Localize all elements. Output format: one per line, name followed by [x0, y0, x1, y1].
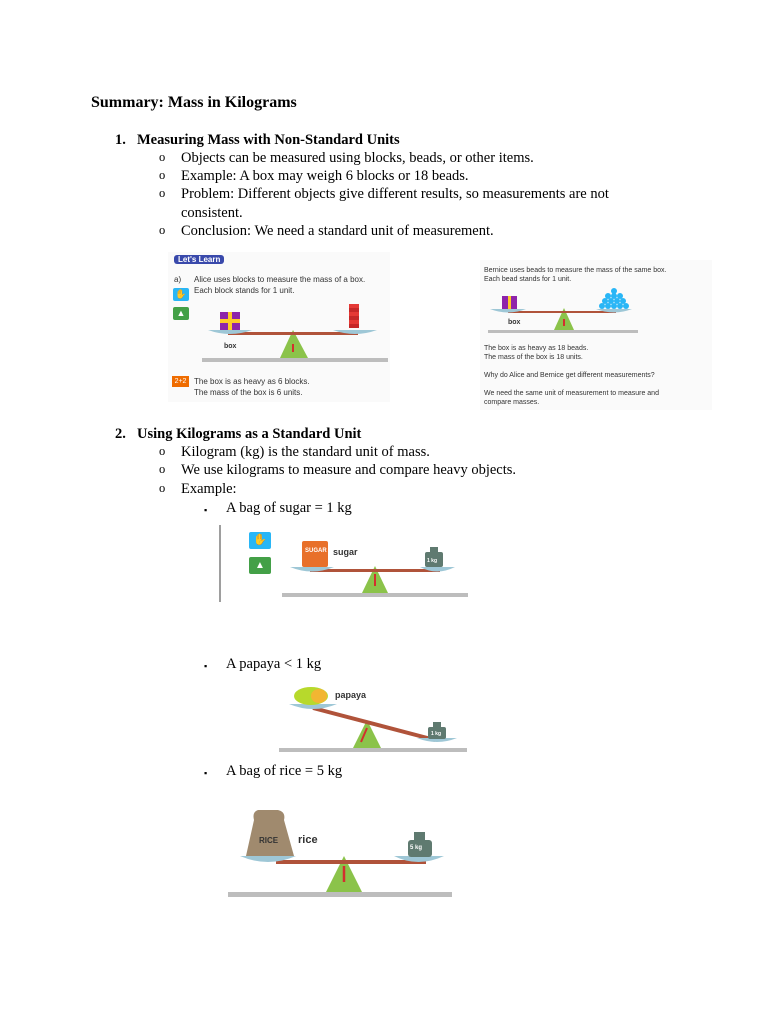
list-item: o Problem: Different objects give different results, so measurements are not — [159, 186, 609, 202]
scale-base — [202, 358, 388, 362]
bernice-text-2: Each bead stands for 1 unit. — [484, 276, 572, 283]
sub-list-item: ▪ A bag of sugar = 1 kg — [226, 500, 352, 517]
list-item: o We use kilograms to measure and compare heavy objects. — [159, 462, 517, 478]
list-item-continuation: consistent. — [181, 205, 243, 221]
part-label: a) — [174, 275, 182, 284]
lets-learn-badge: Let's Learn — [174, 255, 224, 264]
balance-scale-beads — [486, 288, 641, 336]
bernice-text-1: Bernice uses beads to measure the mass of the same box. — [484, 267, 667, 274]
list-item: o Kilogram (kg) is the standard unit of mass. — [159, 444, 430, 460]
section-1-number: 1. — [115, 132, 126, 148]
square-bullet: ▪ — [204, 505, 208, 515]
alice-text-2: Each block stands for 1 unit. — [194, 286, 295, 295]
page-title: Summary: Mass in Kilograms — [91, 94, 297, 111]
scale-base — [282, 593, 468, 597]
scale-beam — [310, 569, 440, 572]
bernice-result-1: The box is as heavy as 18 beads. — [484, 345, 589, 352]
section-2-number: 2. — [115, 426, 126, 442]
answer-text-1: We need the same unit of measurement to measure and — [484, 390, 659, 397]
rice-bag-text: RICE — [259, 836, 279, 845]
balance-scale-blocks — [198, 302, 388, 364]
beads-pile-icon — [599, 288, 629, 309]
scale-base — [279, 748, 467, 752]
alice-result-1: The box is as heavy as 6 blocks. — [194, 377, 310, 386]
scale-base — [488, 330, 638, 333]
rice-label: rice — [298, 834, 318, 846]
balance-scale-papaya — [277, 682, 471, 754]
sugar-bag-text: SUGAR — [305, 548, 327, 554]
alice-result-2: The mass of the box is 6 units. — [194, 388, 303, 397]
stacked-blocks-icon — [349, 304, 359, 328]
figure-alice-blocks — [168, 252, 390, 402]
section-2-title: Using Kilograms as a Standard Unit — [137, 426, 362, 442]
sub-list-item: ▪ A bag of rice = 5 kg — [226, 763, 342, 780]
list-item: o Example: A box may weigh 6 blocks or 18 beads. — [159, 168, 469, 184]
calc-badge: 2+2 — [172, 376, 189, 387]
scale-beam — [276, 860, 426, 864]
sub-list-item: ▪ A papaya < 1 kg — [226, 656, 321, 673]
bullet: o — [159, 462, 166, 476]
rice-weight-text: 5 kg — [410, 845, 423, 851]
section-1-heading — [115, 132, 400, 149]
bullet: o — [159, 186, 166, 200]
hands-icon: ✋ — [173, 288, 189, 301]
list-item: o Example: — [159, 481, 237, 497]
square-bullet: ▪ — [204, 768, 208, 778]
sugar-weight-text: 1 kg — [427, 558, 438, 564]
scale-beam — [508, 311, 616, 313]
question-text: Why do Alice and Bernice get different measurements? — [484, 372, 655, 379]
sugar-label: sugar — [333, 547, 358, 557]
answer-text-2: compare masses. — [484, 399, 540, 406]
blocks-icon: ▲ — [173, 307, 189, 320]
papaya-label: papaya — [335, 690, 367, 700]
rice-bag-icon — [246, 810, 294, 856]
bullet: o — [159, 481, 166, 495]
bullet: o — [159, 444, 166, 458]
section-1-title: Measuring Mass with Non-Standard Units — [137, 132, 400, 148]
scale-base — [228, 892, 452, 897]
figure-bernice-beads — [480, 260, 712, 410]
box-label: box — [508, 319, 521, 326]
bullet: o — [159, 223, 166, 237]
blocks-icon: ▲ — [249, 557, 271, 574]
papaya-weight-text: 1 kg — [431, 731, 442, 737]
figure-border — [219, 525, 221, 602]
hands-icon: ✋ — [249, 532, 271, 549]
scale-beam — [228, 332, 358, 335]
section-2-heading — [115, 426, 361, 443]
bullet: o — [159, 150, 166, 164]
sugar-bag-icon — [302, 541, 328, 567]
bernice-result-2: The mass of the box is 18 units. — [484, 354, 583, 361]
alice-text-1: Alice uses blocks to measure the mass of a box. — [194, 275, 366, 284]
box-label: box — [224, 343, 237, 350]
list-item: o Conclusion: We need a standard unit of measurement. — [159, 223, 494, 239]
bullet: o — [159, 168, 166, 182]
balance-scale-rice — [226, 806, 454, 902]
list-item: o Objects can be measured using blocks, beads, or other items. — [159, 150, 534, 166]
square-bullet: ▪ — [204, 661, 208, 671]
